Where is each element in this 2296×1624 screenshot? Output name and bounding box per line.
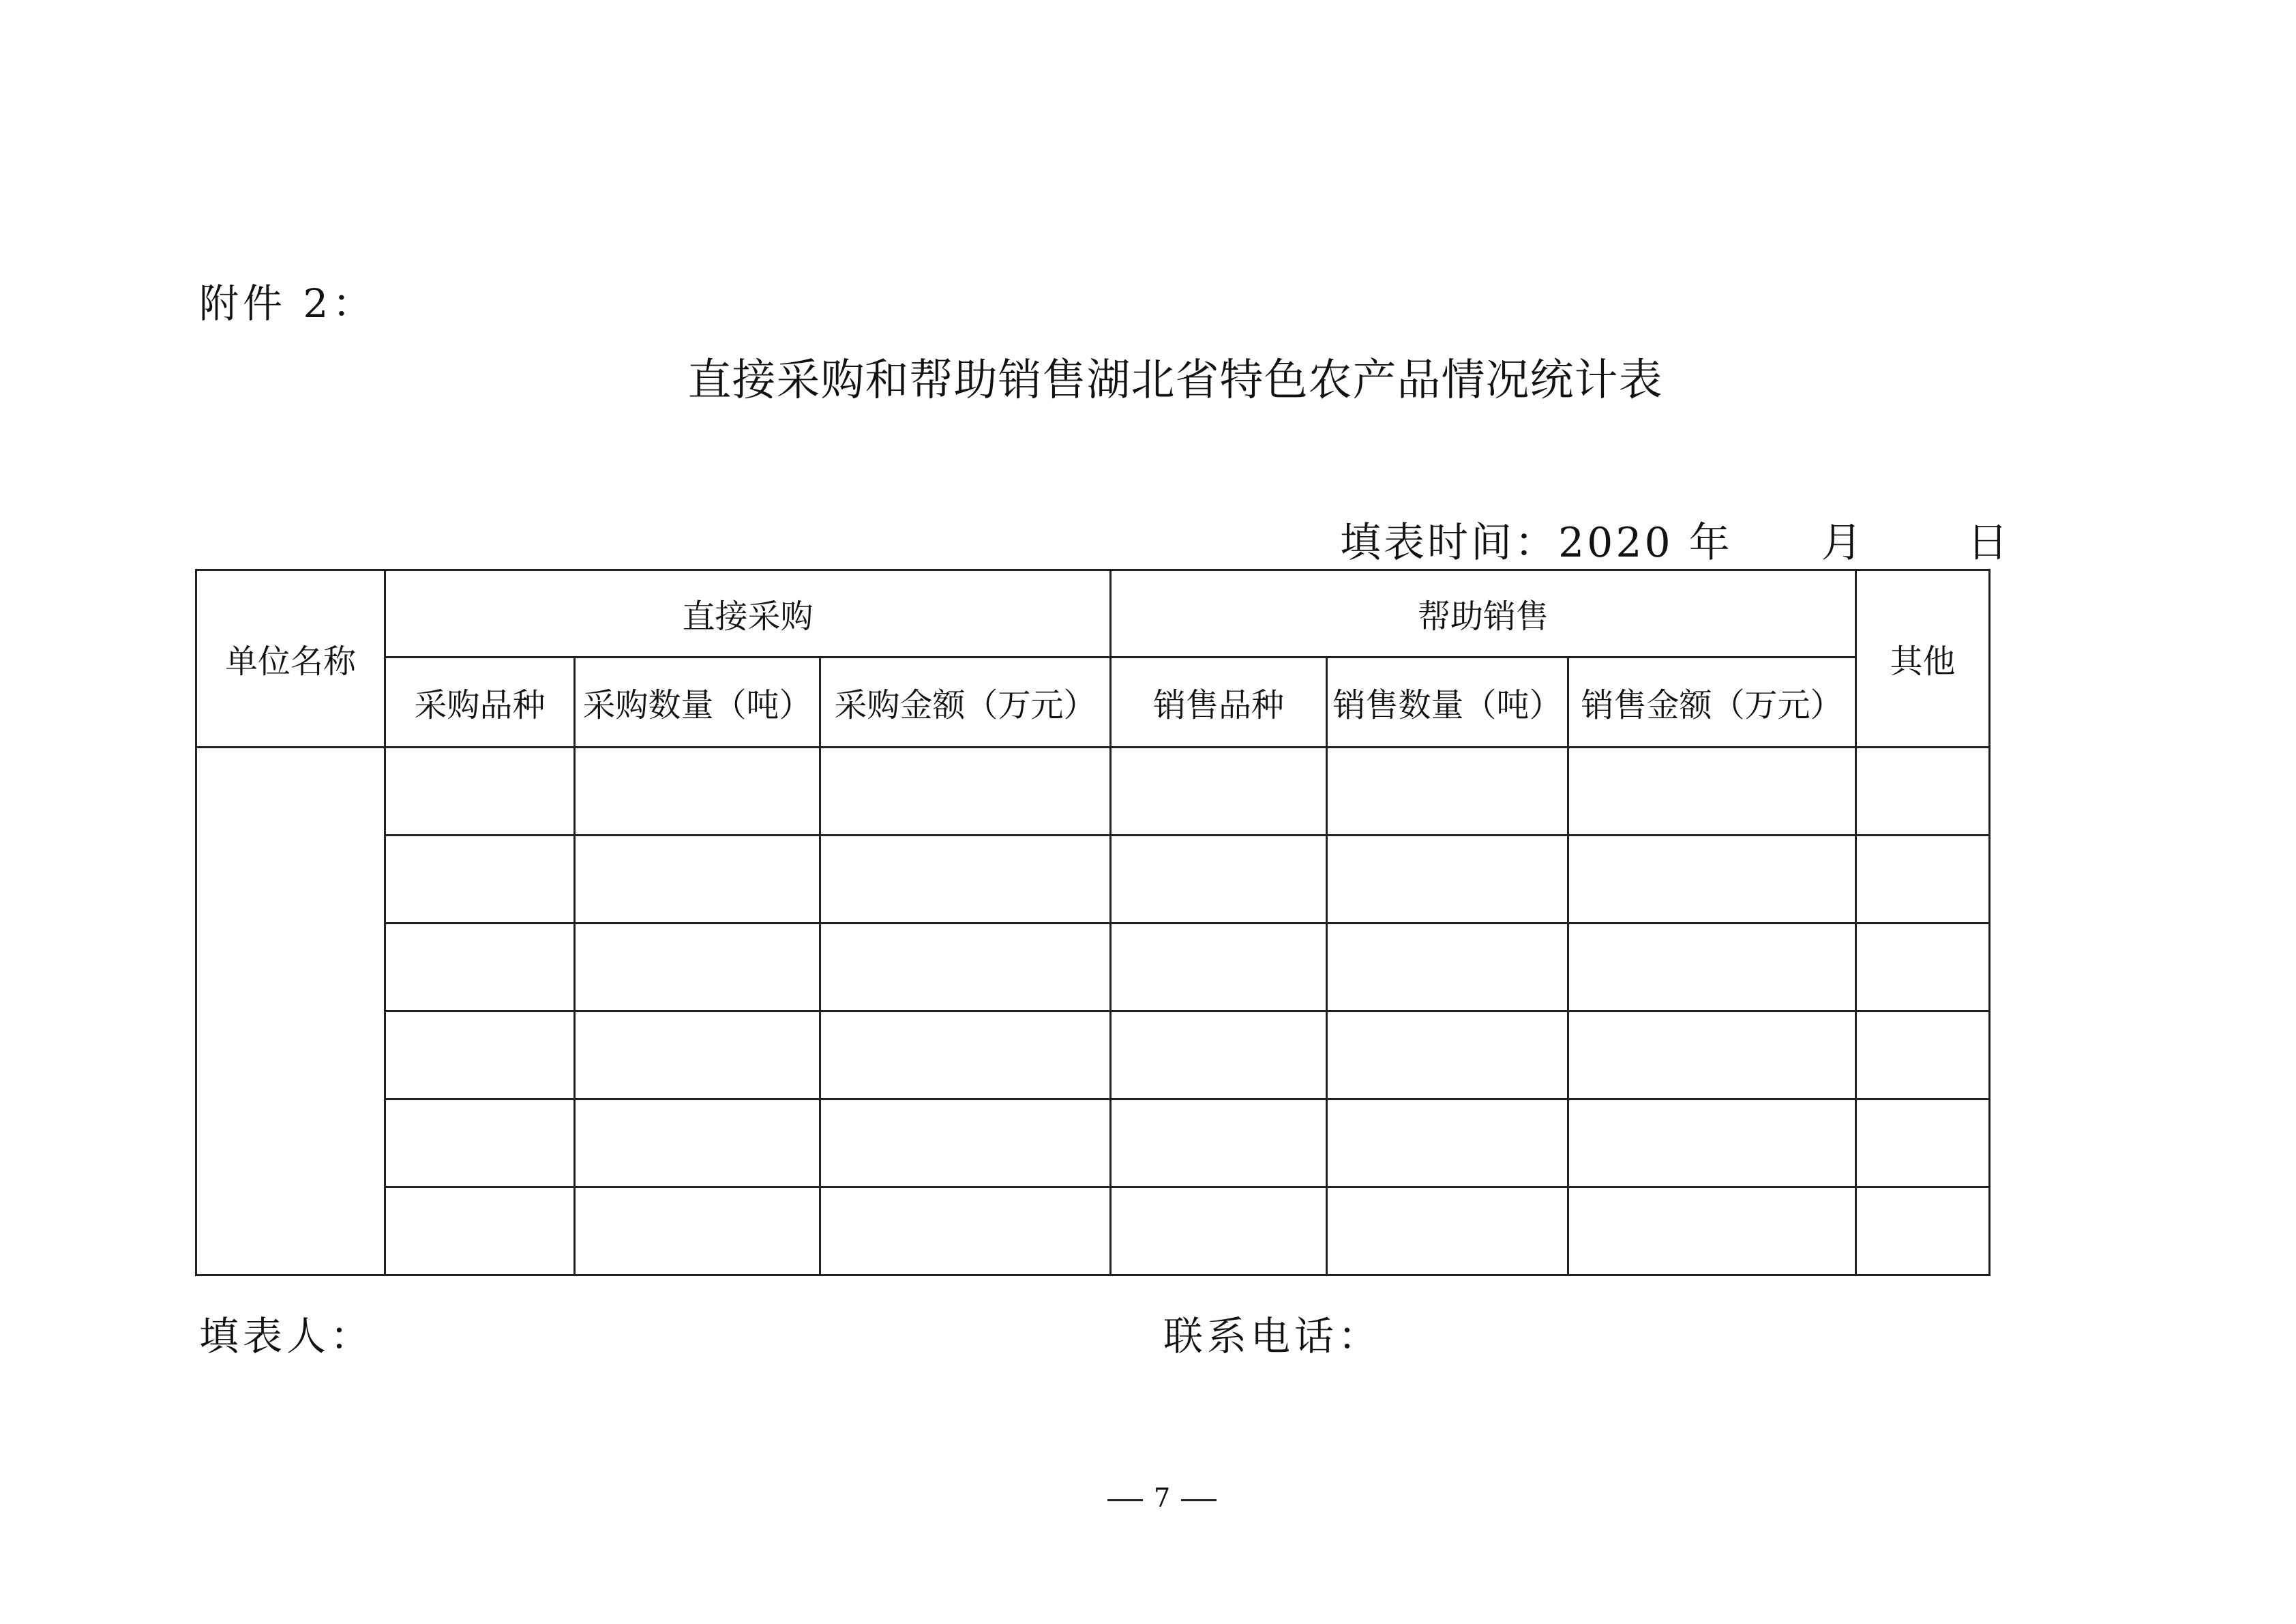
purchase-quantity-cell[interactable]	[575, 836, 820, 924]
unit-name-header: 单位名称	[196, 570, 385, 748]
purchase-group-header: 直接采购	[385, 570, 1111, 658]
attachment-label: 附件 2：	[199, 280, 376, 327]
sales-amount-cell[interactable]	[1568, 1187, 1856, 1275]
table-row	[196, 1012, 1990, 1099]
purchase-quantity-cell[interactable]	[575, 1187, 820, 1275]
other-cell[interactable]	[1856, 1099, 1990, 1187]
right-dash	[1181, 1499, 1217, 1501]
sales-quantity-header: 销售数量（吨）	[1327, 658, 1568, 748]
sales-amount-header: 销售金额（万元）	[1568, 658, 1856, 748]
phone-label: 联系电话：	[1163, 1313, 1382, 1359]
sales-amount-cell[interactable]	[1568, 1012, 1856, 1099]
sales-variety-cell[interactable]	[1111, 1099, 1327, 1187]
purchase-amount-cell[interactable]	[820, 924, 1111, 1012]
document-title: 直接采购和帮助销售湖北省特色农产品情况统计表	[687, 355, 1663, 406]
sales-quantity-cell[interactable]	[1327, 1012, 1568, 1099]
sales-quantity-cell[interactable]	[1327, 748, 1568, 836]
purchase-amount-cell[interactable]	[820, 1099, 1111, 1187]
sales-quantity-cell[interactable]	[1327, 1099, 1568, 1187]
purchase-quantity-cell[interactable]	[575, 1099, 820, 1187]
purchase-amount-cell[interactable]	[820, 1012, 1111, 1099]
page-number	[1097, 1483, 1227, 1513]
purchase-quantity-cell[interactable]	[575, 748, 820, 836]
sales-variety-cell[interactable]	[1111, 1187, 1327, 1275]
sales-group-header: 帮助销售	[1111, 570, 1856, 658]
table-row	[196, 1099, 1990, 1187]
purchase-quantity-cell[interactable]	[575, 924, 820, 1012]
table-row	[196, 924, 1990, 1012]
table-row	[196, 1187, 1990, 1275]
other-header: 其他	[1856, 570, 1990, 748]
page-number-value: 7	[1154, 1483, 1171, 1513]
purchase-variety-cell[interactable]	[385, 836, 575, 924]
fill-date-label: 填表时间：	[1340, 519, 1558, 567]
sales-amount-cell[interactable]	[1568, 748, 1856, 836]
sales-amount-cell[interactable]	[1568, 924, 1856, 1012]
left-dash	[1107, 1499, 1143, 1501]
sales-quantity-cell[interactable]	[1327, 836, 1568, 924]
purchase-amount-cell[interactable]	[820, 1187, 1111, 1275]
other-cell[interactable]	[1856, 1187, 1990, 1275]
fill-date-day: 日	[1967, 519, 2011, 567]
purchase-variety-header: 采购品种	[385, 658, 575, 748]
sales-variety-cell[interactable]	[1111, 1012, 1327, 1099]
other-cell[interactable]	[1856, 924, 1990, 1012]
sales-amount-cell[interactable]	[1568, 1099, 1856, 1187]
sales-quantity-cell[interactable]	[1327, 1187, 1568, 1275]
purchase-variety-cell[interactable]	[385, 1187, 575, 1275]
purchase-variety-cell[interactable]	[385, 924, 575, 1012]
purchase-quantity-header: 采购数量（吨）	[575, 658, 820, 748]
fill-date	[1340, 510, 2011, 569]
sales-variety-cell[interactable]	[1111, 748, 1327, 836]
filler-label: 填表人：	[199, 1313, 374, 1359]
statistics-table	[195, 569, 1991, 1276]
sales-variety-header: 销售品种	[1111, 658, 1327, 748]
sales-quantity-cell[interactable]	[1327, 924, 1568, 1012]
fill-date-year: 2020 年	[1558, 519, 1733, 567]
unit-name-cell[interactable]	[196, 748, 385, 1275]
purchase-variety-cell[interactable]	[385, 748, 575, 836]
purchase-amount-header: 采购金额（万元）	[820, 658, 1111, 748]
table-row	[196, 748, 1990, 836]
table-row	[196, 836, 1990, 924]
purchase-variety-cell[interactable]	[385, 1099, 575, 1187]
other-cell[interactable]	[1856, 1012, 1990, 1099]
fill-date-month: 月	[1821, 519, 1865, 567]
purchase-quantity-cell[interactable]	[575, 1012, 820, 1099]
sales-variety-cell[interactable]	[1111, 836, 1327, 924]
purchase-amount-cell[interactable]	[820, 748, 1111, 836]
purchase-variety-cell[interactable]	[385, 1012, 575, 1099]
sales-amount-cell[interactable]	[1568, 836, 1856, 924]
sales-variety-cell[interactable]	[1111, 924, 1327, 1012]
purchase-amount-cell[interactable]	[820, 836, 1111, 924]
other-cell[interactable]	[1856, 748, 1990, 836]
other-cell[interactable]	[1856, 836, 1990, 924]
